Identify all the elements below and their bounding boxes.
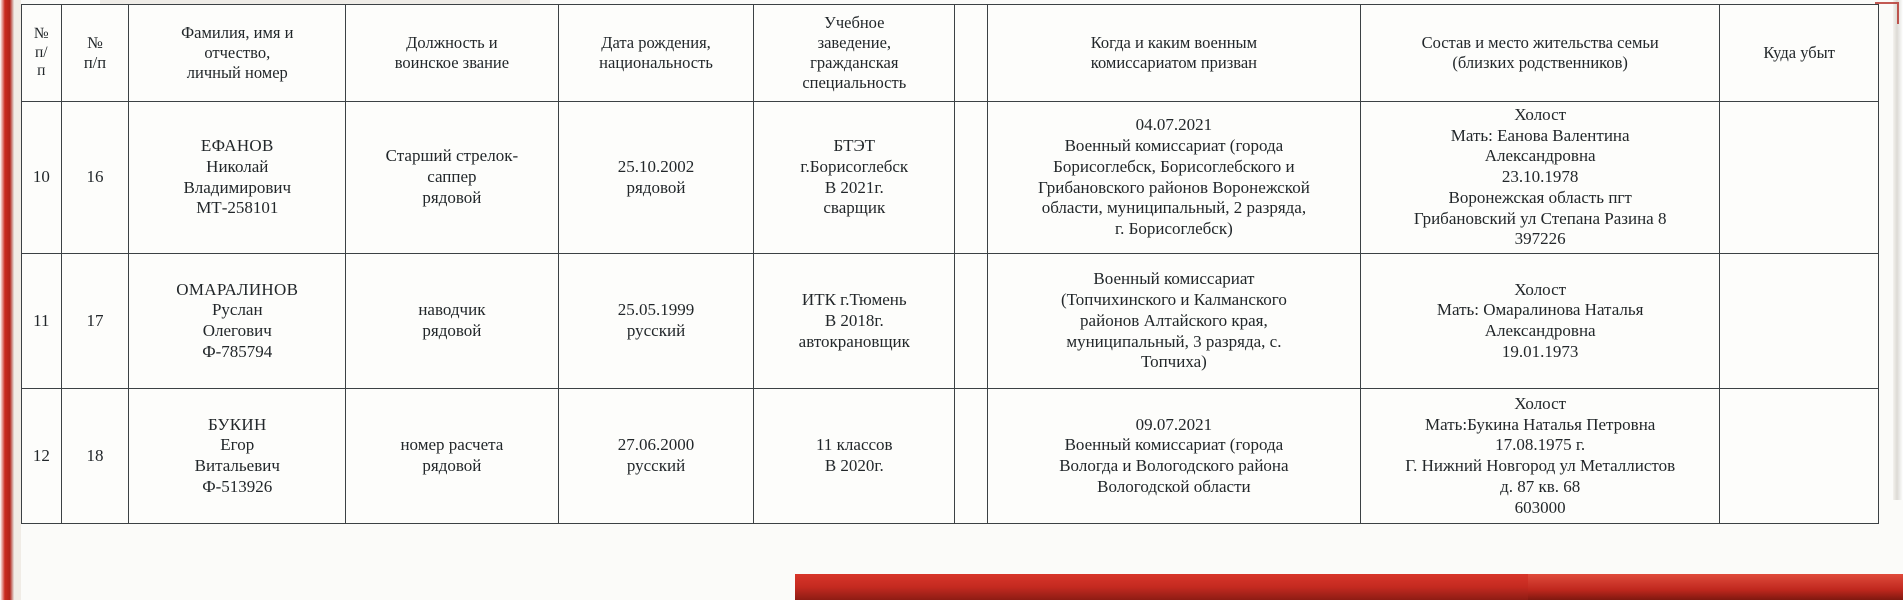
register-table-wrapper — [21, 4, 1879, 524]
cell-family-line2: Мать: Еанова Валентина — [1450, 125, 1630, 145]
col-header-family-line1: Состав и место жительства семьи — [1421, 32, 1659, 52]
col-header-education-line4: специальность — [802, 73, 907, 93]
cell-education-line2: г.Борисоглебск — [800, 156, 909, 176]
col-header-number-line1: № — [87, 32, 103, 52]
cell-spacer — [955, 102, 988, 254]
col-header-row-index — [22, 5, 62, 102]
cell-fullname — [129, 254, 346, 389]
cell-family-status: Холост — [1514, 105, 1567, 124]
cell-surname: ОМАРАЛИНОВ — [176, 279, 299, 299]
cell-conscription-line2: Военный комиссариат (города — [1064, 435, 1284, 455]
cell-personal-number: МТ-258101 — [196, 198, 279, 218]
col-header-row-index-line2: п/ — [35, 43, 48, 61]
cell-family-line6: 603000 — [1514, 497, 1566, 517]
cell-education-line2: В 2020г. — [824, 456, 884, 476]
cell-position-rank — [346, 254, 558, 389]
cell-conscription-line6: г. Борисоглебск) — [1115, 219, 1233, 239]
cell-position-rank — [346, 389, 558, 524]
cell-conscription-line3: Борисоглебск, Борисоглебского и — [1053, 156, 1295, 176]
cell-family-status: Холост — [1514, 393, 1567, 413]
cell-family-line2: Мать:Букина Наталья Петровна — [1424, 414, 1656, 434]
scan-edge-paper-left — [14, 0, 21, 600]
col-header-birth-line1: Дата рождения, — [601, 32, 711, 52]
cell-family-line7: 397226 — [1514, 229, 1566, 249]
cell-spacer — [955, 389, 988, 524]
cell-family-line4: 23.10.1978 — [1501, 167, 1579, 187]
cell-family-line5: Воронежская область пгт — [1448, 187, 1632, 207]
cell-family — [1361, 389, 1720, 524]
cell-firstname: Руслан — [211, 300, 263, 320]
cell-family-status: Холост — [1514, 279, 1567, 299]
cell-row-index: 12 — [22, 389, 62, 524]
cell-conscription-line3: районов Алтайского края, — [1080, 310, 1268, 330]
cell-destination — [1720, 102, 1879, 254]
cell-number: 16 — [61, 102, 129, 254]
cell-conscription-date: 04.07.2021 — [1135, 115, 1213, 135]
cell-firstname: Николай — [206, 156, 269, 176]
col-header-number-line2: п/п — [83, 53, 107, 72]
cell-family-line3: Александровна — [1484, 321, 1596, 341]
cell-patronymic: Владимирович — [183, 177, 292, 197]
col-header-spacer — [955, 5, 988, 102]
table-row — [22, 389, 1879, 524]
col-header-row-index-line1: № — [33, 24, 49, 42]
col-header-fullname-line2: отчество, — [204, 42, 271, 62]
cell-surname: БУКИН — [207, 414, 267, 434]
cell-education — [754, 254, 955, 389]
col-header-education-line2: заведение, — [817, 32, 892, 52]
cell-birth-date: 25.05.1999 — [617, 300, 695, 320]
col-header-birth-nationality — [558, 5, 754, 102]
personnel-register-table — [21, 4, 1879, 524]
cell-family-line6: Грибановский ул Степана Разина 8 — [1413, 208, 1667, 228]
cell-conscription-line2: (Топчихинского и Калманского — [1060, 290, 1287, 310]
table-header — [22, 5, 1879, 102]
cell-conscription-line4: Вологодской области — [1097, 476, 1251, 496]
cell-birth-nationality — [558, 389, 754, 524]
cell-nationality: русский — [626, 456, 686, 476]
col-header-position-line1: Должность и — [406, 32, 498, 52]
cell-conscription — [987, 254, 1360, 389]
header-row — [22, 5, 1879, 102]
col-header-position-line2: воинское звание — [394, 53, 510, 72]
cell-birth-nationality — [558, 254, 754, 389]
cell-nationality: русский — [626, 321, 686, 341]
cell-birth-date: 27.06.2000 — [617, 435, 695, 455]
cell-spacer — [955, 254, 988, 389]
table-row — [22, 102, 1879, 254]
cell-education-line2: В 2018г. — [824, 310, 884, 330]
cell-family-line2: Мать: Омаралинова Наталья — [1436, 300, 1644, 320]
col-header-conscription-line1: Когда и каким военным — [1090, 32, 1258, 52]
scan-edge-red-bottom-right — [1528, 574, 1903, 600]
cell-birth-nationality — [558, 102, 754, 254]
cell-conscription-date: 09.07.2021 — [1135, 414, 1213, 434]
cell-conscription-line5: области, муниципальный, 2 разряда, — [1041, 198, 1307, 218]
cell-conscription-line2: Военный комиссариат (города — [1064, 136, 1284, 156]
cell-family-line3: Александровна — [1484, 146, 1596, 166]
cell-conscription-line3: Вологда и Вологодского района — [1059, 456, 1289, 476]
cell-nationality: рядовой — [626, 177, 686, 197]
cell-row-index: 10 — [22, 102, 62, 254]
col-header-destination-text: Куда убыт — [1763, 42, 1835, 62]
cell-family — [1361, 102, 1720, 254]
table-row — [22, 254, 1879, 389]
col-header-fullname-line3: личный номер — [186, 63, 288, 83]
cell-row-index: 11 — [22, 254, 62, 389]
cell-conscription-line4: муниципальный, 3 разряда, с. — [1066, 331, 1282, 351]
col-header-education-line1: Учебное — [824, 12, 885, 32]
cell-personal-number: Ф-513926 — [202, 476, 273, 496]
cell-education — [754, 389, 955, 524]
table-body — [22, 102, 1879, 524]
col-header-education-line3: гражданская — [810, 53, 899, 72]
cell-education-line1: БТЭТ — [833, 136, 876, 156]
cell-conscription — [987, 102, 1360, 254]
cell-number: 18 — [61, 389, 129, 524]
cell-destination — [1720, 389, 1879, 524]
cell-position-line1: наводчик — [418, 300, 486, 320]
cell-birth-date: 25.10.2002 — [617, 156, 695, 176]
col-header-education — [754, 5, 955, 102]
col-header-position-rank — [346, 5, 558, 102]
cell-family-line4: 19.01.1973 — [1501, 341, 1579, 361]
col-header-row-index-line3: п — [37, 62, 46, 80]
cell-position-line2: рядовой — [422, 456, 482, 476]
cell-education-line3: автокрановщик — [798, 331, 910, 351]
cell-education-line3: В 2021г. — [824, 177, 884, 197]
cell-family-line3: 17.08.1975 г. — [1495, 435, 1586, 455]
cell-conscription-line5: Топчиха) — [1140, 352, 1207, 372]
cell-firstname: Егор — [220, 435, 255, 455]
cell-education-line1: 11 классов — [816, 435, 893, 455]
cell-family-line5: д. 87 кв. 68 — [1500, 476, 1581, 496]
cell-family-line4: Г. Нижний Новгород ул Металлистов — [1405, 456, 1676, 476]
col-header-conscription-line2: комиссариатом призван — [1090, 53, 1257, 72]
cell-fullname — [129, 102, 346, 254]
cell-fullname — [129, 389, 346, 524]
cell-position-line2: рядовой — [422, 321, 482, 341]
col-header-destination — [1720, 5, 1879, 102]
cell-conscription-line4: Грибановского районов Воронежской — [1038, 177, 1310, 197]
cell-position-line1: Старший стрелок- — [385, 146, 519, 166]
col-header-fullname — [129, 5, 346, 102]
cell-education-line4: сварщик — [823, 198, 886, 218]
cell-personal-number: Ф-785794 — [202, 341, 273, 361]
scan-edge-red-left — [0, 0, 14, 600]
col-header-number — [61, 5, 129, 102]
col-header-conscription — [987, 5, 1360, 102]
cell-patronymic: Витальевич — [194, 456, 280, 476]
cell-patronymic: Олегович — [202, 321, 272, 341]
col-header-birth-line2: национальность — [599, 53, 713, 72]
col-header-family-line2: (близких родственников) — [1452, 53, 1628, 72]
cell-rank: рядовой — [422, 187, 482, 207]
cell-number: 17 — [61, 254, 129, 389]
cell-position-line2: саппер — [427, 167, 477, 187]
cell-education — [754, 102, 955, 254]
cell-surname: ЕФАНОВ — [200, 136, 274, 156]
cell-conscription — [987, 389, 1360, 524]
cell-education-line1: ИТК г.Тюмень — [801, 290, 907, 310]
cell-destination — [1720, 254, 1879, 389]
col-header-fullname-line1: Фамилия, имя и — [181, 22, 294, 42]
cell-family — [1361, 254, 1720, 389]
cell-position-rank — [346, 102, 558, 254]
cell-conscription-line1: Военный комиссариат — [1093, 269, 1255, 289]
cell-position-line1: номер расчета — [400, 435, 504, 455]
scan-edge-right — [1893, 0, 1903, 500]
col-header-family — [1361, 5, 1720, 102]
